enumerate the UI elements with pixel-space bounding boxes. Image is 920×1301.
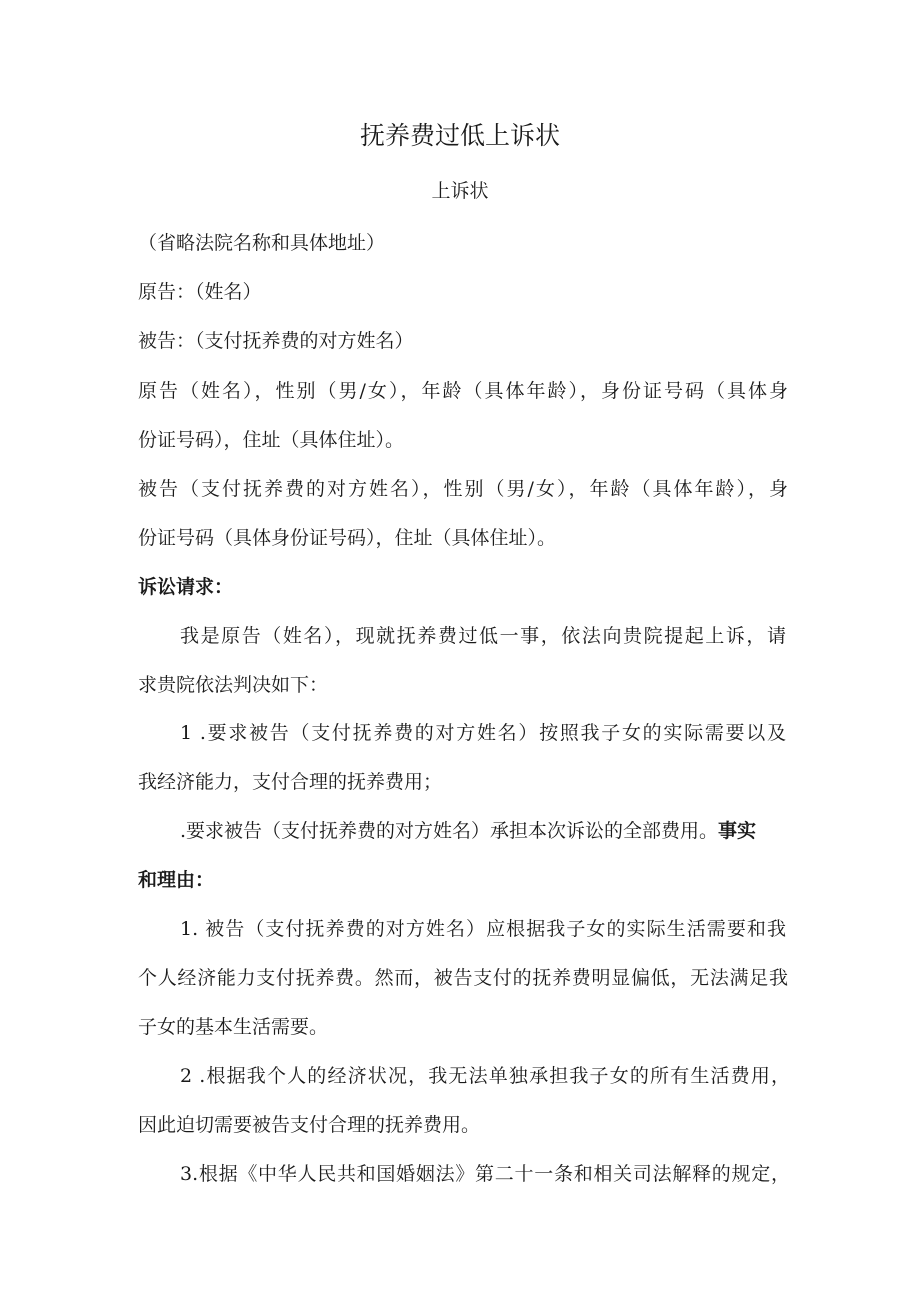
court-line: （省略法院名称和具体地址）: [138, 232, 386, 254]
reason-2-line-1: 2 .根据我个人的经济状况，我无法单独承担我子女的所有生活费用，: [180, 1065, 790, 1087]
claim-1-line-2: 我经济能力，支付合理的抚养费用；: [138, 771, 443, 793]
reason-1-line-1: 1. 被告（支付抚养费的对方姓名）应根据我子女的实际生活需要和我: [180, 918, 786, 940]
plaintiff-line: 原告：（姓名）: [138, 281, 262, 303]
claims-intro-line-2: 求贵院依法判决如下：: [138, 674, 329, 696]
defendant-info-line-2: 份证号码（具体身份证号码），住址（具体住址）。: [138, 527, 557, 549]
defendant-info-line-1: 被告（支付抚养费的对方姓名），性别（男/女），年龄（具体年龄），身: [138, 478, 788, 500]
claim-2-text: .要求被告（支付抚养费的对方姓名）承担本次诉讼的全部费用。: [180, 820, 719, 842]
defendant-line: 被告：（支付抚养费的对方姓名）: [138, 330, 414, 352]
reason-1-line-3: 子女的基本生活需要。: [138, 1016, 329, 1038]
document-subtitle: 上诉状: [431, 180, 489, 202]
claim-2-line: [180, 816, 790, 843]
plaintiff-info-line-1: 原告（姓名），性别（男/女），年龄（具体年龄），身份证号码（具体身: [138, 380, 788, 402]
document-title: 抚养费过低上诉状: [359, 121, 560, 150]
claims-intro-line-1: 我是原告（姓名），现就抚养费过低一事，依法向贵院提起上诉，请: [180, 625, 786, 647]
reason-2-line-2: 因此迫切需要被告支付合理的抚养费用。: [138, 1114, 481, 1136]
facts-heading-part1: 事实: [718, 820, 757, 842]
plaintiff-info-line-2: 份证号码），住址（具体住址）。: [138, 429, 405, 451]
facts-heading-part2: 和理由：: [138, 869, 215, 891]
claims-heading: 诉讼请求：: [138, 576, 234, 598]
reason-1-line-2: 个人经济能力支付抚养费。然而，被告支付的抚养费明显偏低，无法满足我: [138, 967, 788, 989]
reason-3-line-1: 3.根据《中华人民共和国婚姻法》第二十一条和相关司法解释的规定，: [180, 1163, 790, 1185]
claim-1-line-1: 1 .要求被告（支付抚养费的对方姓名）按照我子女的实际需要以及: [180, 722, 786, 744]
